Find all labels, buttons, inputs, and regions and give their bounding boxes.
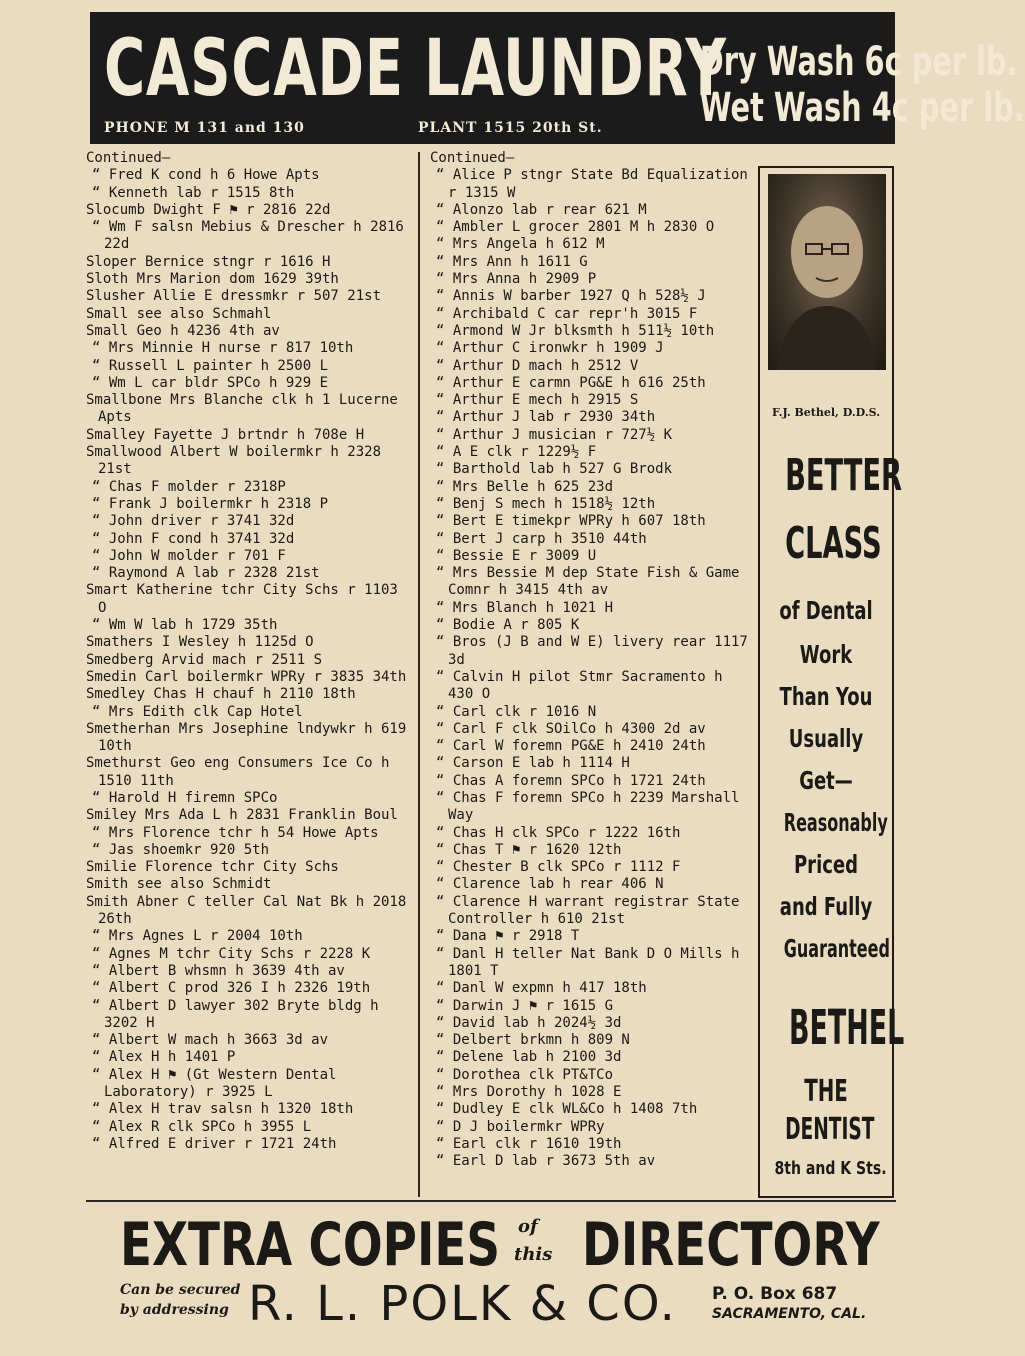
listing-entry: “ Alonzo lab r rear 621 M: [436, 201, 647, 218]
listing-entry: “ Dudley E clk WL&Co h 1408 7th: [436, 1101, 698, 1118]
ad-class: CLASS: [785, 518, 882, 569]
listing-entry: Slusher Allie E dressmkr r 507 21st: [86, 288, 382, 305]
continued-label: Continued—: [430, 150, 515, 166]
laundry-ad-banner: [90, 12, 1025, 144]
listing-entry: “ Danl H teller Nat Bank D O Mills h 1801 T: [436, 945, 740, 979]
listing-entry: “ Frank J boilermkr h 2318 P: [92, 495, 329, 512]
ad-priced: Priced: [793, 850, 859, 879]
listing-entry: “ Alice P stngr State Bd Equalization r 1315 W: [436, 167, 748, 201]
listing-entry: “ Ambler L grocer 2801 M h 2830 O: [436, 219, 715, 236]
listing-entry: “ Albert W mach h 3663 3d av: [92, 1032, 329, 1049]
listing-entry: “ Fred K cond h 6 Howe Apts: [92, 167, 320, 184]
listing-entry: “ John driver r 3741 32d: [92, 513, 295, 530]
dentist-ad: [758, 166, 905, 1198]
listing-entry: “ Bert J carp h 3510 44th: [436, 530, 647, 547]
listing-entry: Smart Katherine tchr City Schs r 1103 O: [86, 582, 398, 616]
listing-entry: “ Darwin J ⚑ r 1615 G: [436, 997, 614, 1014]
listing-entry: “ John F cond h 3741 32d: [92, 530, 295, 547]
listing-entry: “ Mrs Belle h 625 23d: [436, 478, 614, 495]
listing-entry: “ Archibald C car repr'h 3015 F: [436, 305, 698, 322]
listing-entry: “ Mrs Ann h 1611 G: [436, 253, 588, 270]
laundry-plant-address: PLANT 1515 20th St.: [418, 120, 603, 136]
listing-entry: “ Carl clk r 1016 N: [436, 703, 597, 720]
listing-entry: “ Bodie A r 805 K: [436, 617, 580, 634]
ad-address: 8th and K Sts.: [774, 1158, 887, 1179]
listing-entry: Smedberg Arvid mach r 2511 S: [86, 651, 323, 668]
listing-entry: “ Alex H trav salsn h 1320 18th: [92, 1101, 354, 1118]
listing-entry: Slocumb Dwight F ⚑ r 2816 22d: [86, 201, 331, 218]
listing-entry: “ Albert C prod 326 I h 2326 19th: [92, 980, 371, 997]
listing-entry: “ Mrs Angela h 612 M: [436, 236, 605, 253]
listing-entry: Smallbone Mrs Blanche clk h 1 Lucerne Apts: [86, 392, 398, 426]
listing-entry: “ Clarence lab h rear 406 N: [436, 876, 664, 893]
listing-entry: “ Alex H h 1401 P: [92, 1049, 236, 1066]
listing-entry: “ Carl W foremn PG&E h 2410 24th: [436, 738, 706, 755]
dentist-portrait: [768, 174, 886, 370]
listing-entry: “ Earl D lab r 3673 5th av: [436, 1153, 656, 1170]
listing-entry: “ Chas F molder r 2318P: [92, 478, 286, 495]
listing-entry: “ Wm L car bldr SPCo h 929 E: [92, 374, 329, 391]
listing-entry: “ Danl W expmn h 417 18th: [436, 980, 647, 997]
ad-guaranteed: Guaranteed: [783, 934, 890, 963]
listing-entry: “ Dana ⚑ r 2918 T: [436, 928, 580, 945]
listing-entry: “ Mrs Florence tchr h 54 Howe Apts: [92, 824, 379, 841]
listing-entry: “ Bros (J B and W E) livery rear 1117 3d: [436, 634, 748, 668]
listing-entry: “ Barthold lab h 527 G Brodk: [436, 461, 673, 478]
listing-entry: “ Chas F foremn SPCo h 2239 Marshall Way: [436, 789, 740, 824]
listing-entry: “ Mrs Minnie H nurse r 817 10th: [92, 340, 354, 357]
ad-reasonably: Reasonably: [783, 808, 888, 837]
footer-this: this: [514, 1244, 553, 1265]
listing-entry: Smiley Mrs Ada L h 2831 Franklin Boul: [86, 807, 398, 824]
left-listing-column: [86, 150, 412, 1153]
listing-entry: “ Alex H ⚑ (Gt Western Dental Laboratory) r 3925 L: [92, 1066, 337, 1101]
listing-entry: “ Arthur C ironwkr h 1909 J: [436, 340, 664, 357]
ad-bethel: BETHEL: [789, 1000, 905, 1056]
listing-entry: “ Arthur E mech h 2915 S: [436, 392, 639, 409]
directory-heading: DIRECTORY: [582, 1210, 880, 1280]
listing-entry: Smedley Chas H chauf h 2110 18th: [86, 686, 356, 703]
extra-copies-heading: EXTRA COPIES: [120, 1210, 501, 1280]
portrait-caption: F.J. Bethel, D.D.S.: [771, 406, 881, 419]
listing-entry: “ Russell L painter h 2500 L: [92, 357, 329, 374]
listing-entry: Smedin Carl boilermkr WPRy r 3835 34th: [86, 668, 407, 685]
footer-of: of: [518, 1216, 538, 1237]
listing-entry: “ Raymond A lab r 2328 21st: [92, 565, 320, 582]
middle-listing-column: [430, 150, 752, 1171]
listing-entry: “ Mrs Dorothy h 1028 E: [436, 1084, 622, 1101]
ad-of-dental: of Dental: [779, 596, 873, 625]
listing-entry: “ Delbert brkmn h 809 N: [436, 1032, 630, 1049]
ad-usually: Usually: [788, 724, 864, 753]
wet-wash-price: Wet Wash 4c per lb.: [699, 85, 1025, 131]
listing-entry: “ Alfred E driver r 1721 24th: [92, 1135, 337, 1152]
listing-entry: “ Bessie E r 3009 U: [436, 547, 597, 564]
publisher-po-box: P. O. Box 687: [712, 1284, 838, 1304]
listing-entry: “ Mrs Bessie M dep State Fish & Game Comnr h 3415 4th av: [436, 565, 740, 599]
listing-entry: “ Mrs Anna h 2909 P: [436, 271, 597, 288]
extra-copies-ad: [120, 1210, 880, 1280]
publisher-city: SACRAMENTO, CAL.: [712, 1306, 867, 1322]
listing-entry: “ Mrs Agnes L r 2004 10th: [92, 928, 303, 945]
laundry-title: CASCADE LAUNDRY: [104, 24, 727, 114]
listing-entry: Smith see also Schmidt: [86, 876, 272, 893]
footer-rule: [86, 1200, 896, 1202]
listing-entry: “ Carson E lab h 1114 H: [436, 755, 630, 772]
listing-entry: “ Wm F salsn Mebius & Drescher h 2816 22d: [92, 219, 404, 253]
column-divider: [418, 152, 420, 1197]
footer-by-addressing: by addressing: [120, 1302, 229, 1318]
listing-entry: “ Arthur J lab r 2930 34th: [436, 409, 656, 426]
listing-entry: “ Earl clk r 1610 19th: [436, 1135, 622, 1152]
ad-the: THE: [804, 1074, 848, 1109]
listing-entry: “ Clarence H warrant registrar State Controller h 610 21st: [436, 893, 740, 928]
listing-entry: “ Chas H clk SPCo r 1222 16th: [436, 824, 681, 841]
listing-entry: “ Chester B clk SPCo r 1112 F: [436, 859, 681, 876]
listing-entry: “ Arthur E carmn PG&E h 616 25th: [436, 374, 706, 391]
dry-wash-price: Dry Wash 6c per lb.: [699, 39, 1018, 85]
listing-entry: “ David lab h 2024½ 3d: [436, 1014, 622, 1031]
listing-entry: Small Geo h 4236 4th av: [86, 322, 280, 339]
listing-entry: “ A E clk r 1229½ F: [436, 444, 597, 461]
ad-and-fully: and Fully: [779, 892, 873, 921]
listing-entry: “ Chas T ⚑ r 1620 12th: [436, 841, 622, 858]
listing-entry: “ Carl F clk SOilCo h 4300 2d av: [436, 720, 706, 737]
listing-entry: “ Albert D lawyer 302 Bryte bldg h 3202 H: [92, 997, 379, 1031]
ad-dentist: DENTIST: [785, 1112, 875, 1147]
listing-entry: “ Wm W lab h 1729 35th: [92, 617, 278, 634]
listing-entry: Smith Abner C teller Cal Nat Bk h 2018 26th: [86, 893, 407, 928]
portrait-illustration: [768, 174, 886, 370]
listing-entry: “ Mrs Blanch h 1021 H: [436, 599, 614, 616]
listing-entry: Smallwood Albert W boilermkr h 2328 21st: [86, 444, 382, 478]
listing-entry: Smathers I Wesley h 1125d O: [86, 634, 314, 651]
listing-entry: Smilie Florence tchr City Schs: [86, 859, 339, 876]
listing-entry: “ Annis W barber 1927 Q h 528½ J: [436, 288, 706, 305]
listing-entry: “ Jas shoemkr 920 5th: [92, 841, 270, 858]
listing-entry: “ Delene lab h 2100 3d: [436, 1049, 622, 1066]
listing-entry: “ John W molder r 701 F: [92, 547, 286, 564]
continued-label: Continued—: [86, 150, 171, 166]
ad-get: Get—: [799, 766, 853, 795]
listing-entry: “ Dorothea clk PT&TCo: [436, 1066, 614, 1083]
ad-work: Work: [799, 640, 853, 669]
listing-entry: Smethurst Geo eng Consumers Ice Co h 1510 11th: [86, 755, 390, 789]
listing-entry: “ D J boilermkr WPRy: [436, 1118, 605, 1135]
listing-entry: “ Harold H firemn SPCo: [92, 789, 278, 806]
listing-entry: “ Benj S mech h 1518½ 12th: [436, 495, 656, 512]
listing-entry: “ Alex R clk SPCo h 3955 L: [92, 1118, 312, 1135]
listing-entry: “ Kenneth lab r 1515 8th: [92, 184, 295, 201]
footer-can-be-secured: Can be secured: [120, 1282, 241, 1298]
listing-entry: Smetherhan Mrs Josephine lndywkr h 619 10th: [86, 720, 407, 755]
listing-entry: “ Calvin H pilot Stmr Sacramento h 430 O: [436, 668, 723, 703]
listing-entry: Sloth Mrs Marion dom 1629 39th: [86, 271, 339, 288]
listing-entry: “ Chas A foremn SPCo h 1721 24th: [436, 772, 706, 789]
listing-entry: “ Arthur D mach h 2512 V: [436, 357, 639, 374]
listing-entry: Smalley Fayette J brtndr h 708e H: [86, 426, 365, 443]
listing-entry: Sloper Bernice stngr r 1616 H: [86, 253, 331, 270]
listing-entry: “ Agnes M tchr City Schs r 2228 K: [92, 945, 371, 962]
listing-entry: “ Armond W Jr blksmth h 511½ 10th: [436, 322, 715, 339]
listing-entry: “ Bert E timekpr WPRy h 607 18th: [436, 513, 706, 530]
laundry-phone: PHONE M 131 and 130: [104, 120, 305, 136]
ad-better: BETTER: [785, 450, 902, 501]
listing-entry: Small see also Schmahl: [86, 305, 272, 322]
listing-entry: “ Arthur J musician r 727½ K: [436, 426, 673, 443]
ad-than-you: Than You: [779, 682, 873, 711]
listing-entry: “ Albert B whsmn h 3639 4th av: [92, 962, 345, 979]
publisher-name: R. L. POLK & CO.: [248, 1276, 677, 1332]
listing-entry: “ Mrs Edith clk Cap Hotel: [92, 703, 303, 720]
